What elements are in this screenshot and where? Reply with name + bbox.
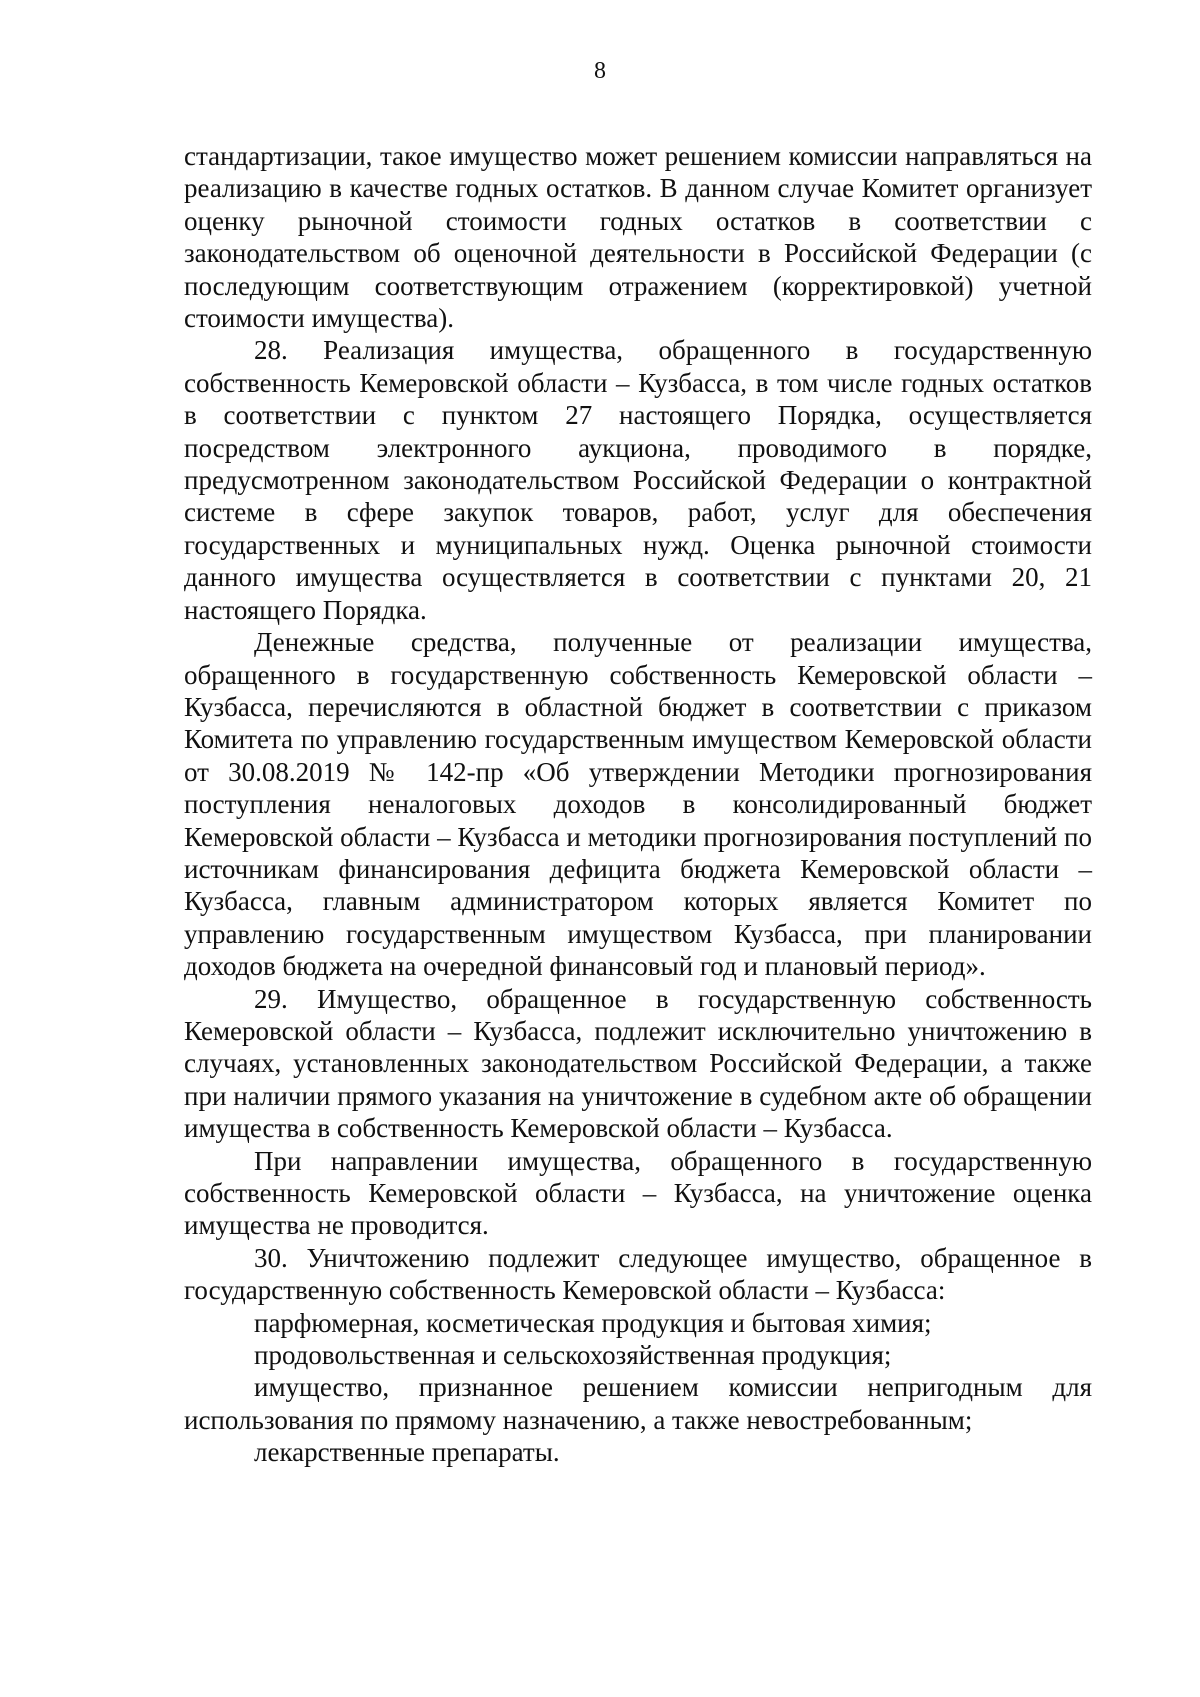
paragraph-no-valuation: При направлении имущества, обращенного в государственную собственность Кемеровской области – Кузбасса, на уничтожение оценка имущества не проводится. (184, 1145, 1092, 1241)
list-item-unusable: имущество, признанное решением комиссии непригодным для использования по прямому назначению, а также невостребованным; (184, 1372, 1092, 1435)
paragraph-item-29: 29. Имущество, обращенное в государственную собственность Кемеровской области – Кузбасса, подлежит исключительно уничтожению в случаях, установленных законодательством Российской Федерации, а также при наличии прямого указания на уничтожение в судебном акте об обращении имущества в собственность Кемеровской области – Кузбасса. (184, 983, 1092, 1144)
list-item-medicines: лекарственные препараты. (254, 1437, 560, 1468)
document-body (184, 140, 1092, 1469)
paragraph-item-30: 30. Уничтожению подлежит следующее имущество, обращенное в государственную собственность Кемеровской области – Кузбасса: (184, 1242, 1092, 1306)
page-number: 8 (594, 58, 606, 84)
list-item-food: продовольственная и сельскохозяйственная продукция; (254, 1340, 892, 1371)
paragraph-continuation: стандартизации, такое имущество может решением комиссии направляться на реализацию в качестве годных остатков. В данном случае Комитет организует оценку рыночной стоимости годных остатков в соответствии с законодательством об оценочной деятельности в Российской Федерации (с последующим соответствующим отражением (корректировкой) учетной стоимости имущества). (184, 141, 1092, 334)
paragraph-item-28: 28. Реализация имущества, обращенного в государственную собственность Кемеровской области – Кузбасса, в том числе годных остатков в соответствии с пунктом 27 настоящего Порядка, осуществляется посредством электронного аукциона, проводимого в порядке, предусмотренном законодательством Российской Федерации о контрактной системе в сфере закупок товаров, работ, услуг для обеспечения государственных и муниципальных нужд. Оценка рыночной стоимости данного имущества осуществляется в соответствии с пунктами 20, 21 настоящего Порядка. (184, 335, 1092, 625)
paragraph-funds: Денежные средства, полученные от реализации имущества, обращенного в государственную собственность Кемеровской области – Кузбасса, перечисляются в областной бюджет в соответствии с приказом Комитета по управлению государственным имуществом Кемеровской области от 30.08.2019 № 142-пр «Об утверждении Методики прогнозирования поступления неналоговых доходов в консолидированный бюджет Кемеровской области – Кузбасса и методики прогнозирования поступлений по источникам финансирования дефицита бюджета Кемеровской области – Кузбасса, главным администратором которых является Комитет по управлению государственным имуществом Кузбасса, при планировании доходов бюджета на очередной финансовый год и плановый период». (184, 627, 1092, 982)
list-item-perfume: парфюмерная, косметическая продукция и бытовая химия; (254, 1307, 932, 1338)
